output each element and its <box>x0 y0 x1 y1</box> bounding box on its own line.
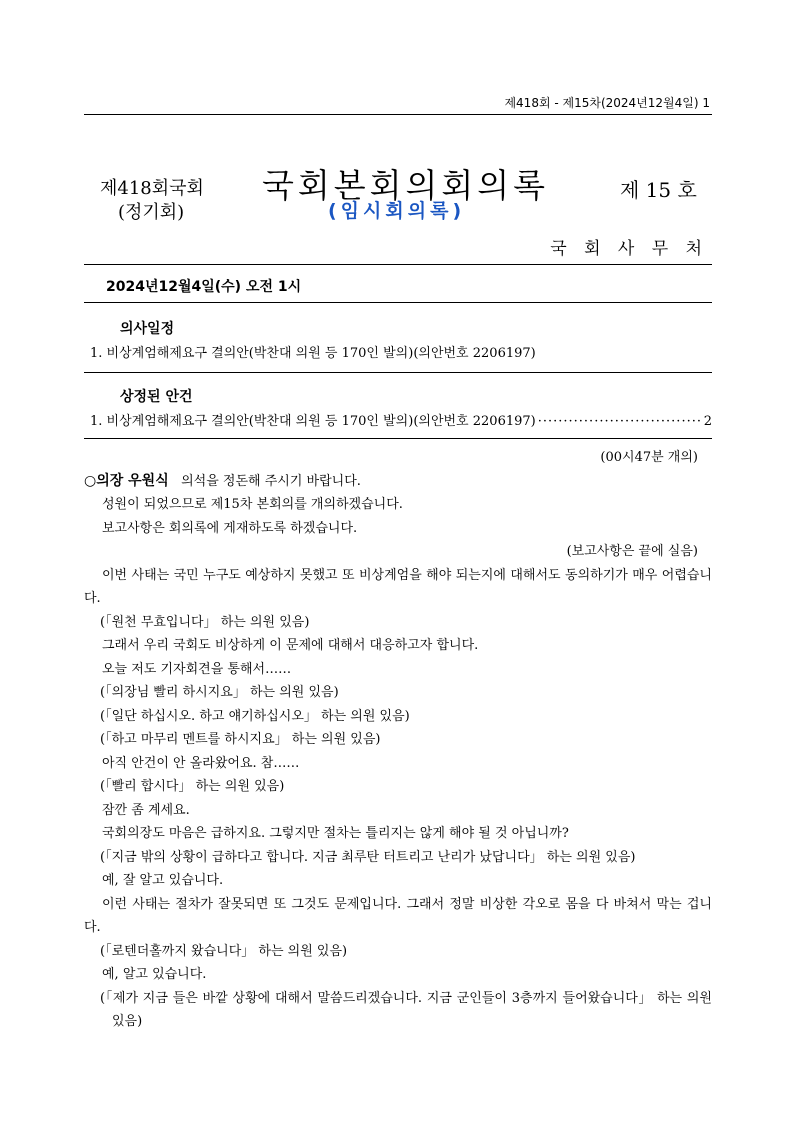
speech-line: 이런 사태는 절차가 잘못되면 또 그것도 문제입니다. 그래서 정말 비상한 각오로 몸을 다 바쳐서 막는 겁니다. <box>84 896 712 935</box>
document-title: 국회본회의회의록 <box>262 166 550 205</box>
toc-leader-dots <box>538 414 702 429</box>
toc-title: 상정된 안건 <box>120 389 193 405</box>
minutes-body <box>84 446 712 1034</box>
session-number: 제418회국회 <box>100 178 204 199</box>
speech-line: 국회의장도 마음은 급하지요. 그렇지만 절차는 틀리지는 않게 해야 될 것 아닙니까? <box>102 826 569 841</box>
speech-paragraph <box>84 470 712 494</box>
session-datetime: 2024년12월4일(수) 오전 1시 <box>106 279 302 295</box>
speaker-mark: ○ <box>84 472 97 489</box>
running-header: 제418회 - 제15차(2024년12월4일) 1 <box>504 96 710 110</box>
interjection: (「일단 하십시오. 하고 얘기하십시오」 하는 의원 있음) <box>100 708 410 724</box>
toc-item-text: 1. 비상계엄해제요구 결의안(박찬대 의원 등 170인 발의)(의안번호 2206197) <box>90 414 536 429</box>
speech-line: 이번 사태는 국민 누구도 예상하지 못했고 또 비상계엄을 해야 되는지에 대해서도 동의하기가 매우 어렵습니다. <box>84 567 712 606</box>
speech-line: 성원이 되었으므로 제15차 본회의를 개의하겠습니다. <box>102 497 403 512</box>
speech-line: 그래서 우리 국회도 비상하게 이 문제에 대해서 대응하고자 합니다. <box>102 638 479 653</box>
opening-note: (00시47분 개의) <box>600 450 698 465</box>
interjection: (「로텐더홀까지 왔습니다」 하는 의원 있음) <box>100 943 348 959</box>
speech-line: 잠깐 좀 계세요. <box>102 802 190 818</box>
speech-line: 보고사항은 회의록에 게재하도록 하겠습니다. <box>102 520 358 536</box>
session-type: (정기회) <box>118 202 185 223</box>
date-rule <box>84 302 712 303</box>
interjection: (「원천 무효입니다」 하는 의원 있음) <box>100 614 310 630</box>
interjection: (「빨리 합시다」 하는 의원 있음) <box>100 779 285 794</box>
masthead-rule <box>84 264 712 265</box>
publisher: 국 회 사 무 처 <box>550 239 708 259</box>
speech-line: 예, 잘 알고 있습니다. <box>102 873 224 888</box>
speech-line: 아직 안건이 안 올라왔어요. 참…… <box>102 755 300 771</box>
document-subtitle: (임시회의록) <box>328 200 466 222</box>
agenda-rule <box>84 372 712 373</box>
speech-line: 예, 알고 있습니다. <box>102 967 207 982</box>
speech-line: 오늘 저도 기자회견을 통해서…… <box>102 661 292 677</box>
stage-note: (보고사항은 끝에 실음) <box>566 544 698 559</box>
interjection: (「제가 지금 들은 바깥 상황에 대해서 말씀드리겠습니다. 지금 군인들이 3층까지 들어왔습니다」 하는 의원 있음) <box>100 990 712 1029</box>
interjection: (「의장님 빨리 하시지요」 하는 의원 있음) <box>100 685 339 700</box>
agenda-item: 1. 비상계엄해제요구 결의안(박찬대 의원 등 170인 발의)(의안번호 2206197) <box>90 346 536 361</box>
agenda-title: 의사일정 <box>120 321 175 337</box>
speaker-name: 의장 우원식 <box>96 472 169 489</box>
toc-rule <box>84 438 712 439</box>
interjection: (「지금 밖의 상황이 급하다고 합니다. 지금 최루탄 터트리고 난리가 났답니다」 하는 의원 있음) <box>100 849 636 865</box>
header-rule <box>84 114 712 115</box>
toc-item-page: 2 <box>703 414 712 429</box>
interjection: (「하고 마무리 멘트를 하시지요」 하는 의원 있음) <box>100 732 381 747</box>
issue-number: 제 15 호 <box>620 178 697 202</box>
toc-item[interactable] <box>90 410 712 429</box>
speech-line: 의석을 정돈해 주시기 바랍니다. <box>181 473 361 489</box>
